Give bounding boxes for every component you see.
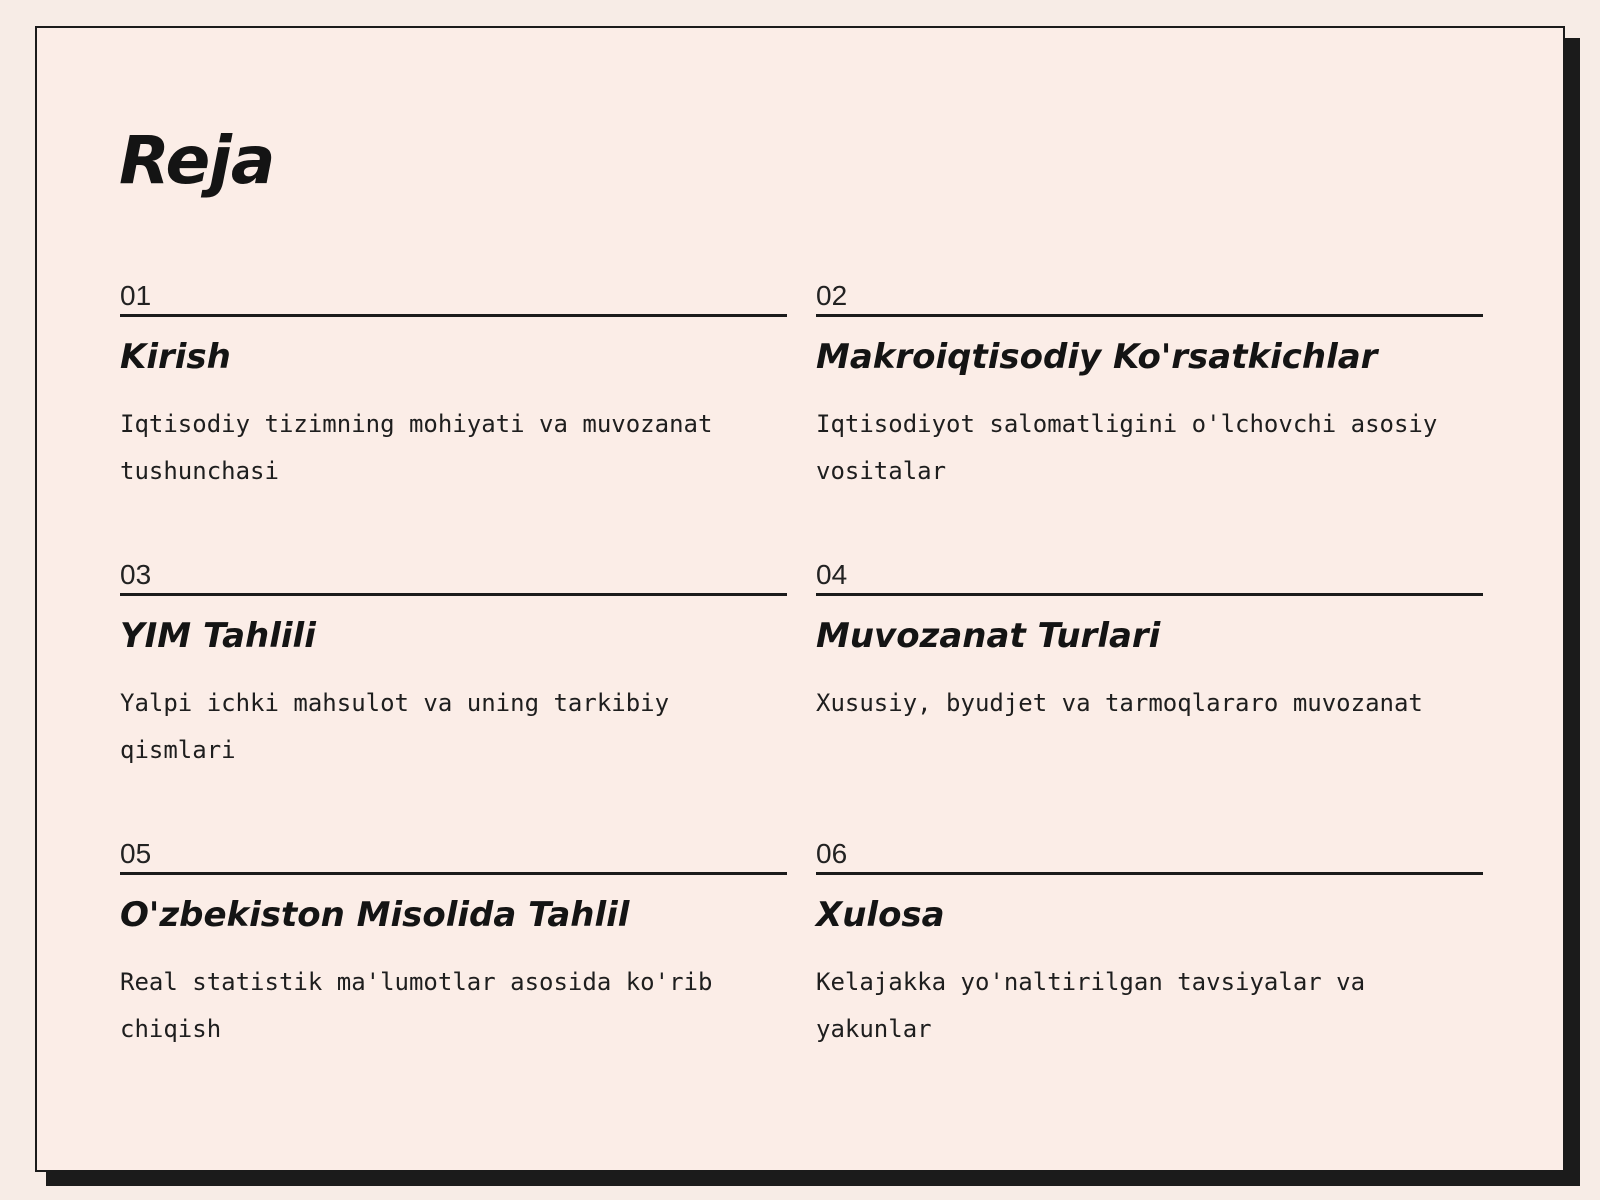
- item-description: Real statistik ma'lumotlar asosida ko'rib chiqish: [120, 968, 713, 1043]
- item-description: Kelajakka yo'naltirilgan tavsiyalar va yakunlar: [816, 968, 1366, 1043]
- agenda-item: [120, 838, 787, 1117]
- item-description: Iqtisodiy tizimning mohiyati va muvozanat tushunchasi: [120, 410, 713, 485]
- agenda-item: [816, 280, 1483, 559]
- agenda-item: [816, 838, 1483, 1117]
- item-number: 01: [120, 280, 787, 317]
- item-heading: YIM Tahlili: [120, 616, 316, 656]
- item-description: Yalpi ichki mahsulot va uning tarkibiy qismlari: [120, 689, 670, 764]
- agenda-item: [120, 559, 787, 838]
- item-number: 02: [816, 280, 1483, 317]
- item-heading: O'zbekiston Misolida Tahlil: [120, 895, 630, 935]
- item-heading: Kirish: [120, 337, 231, 377]
- item-number: 04: [816, 559, 1483, 596]
- agenda-item: [120, 280, 787, 559]
- item-heading: Xulosa: [816, 895, 945, 935]
- item-description: Xususiy, byudjet va tarmoqlararo muvozanat: [816, 689, 1423, 717]
- slide-card: [35, 26, 1565, 1172]
- agenda-item: [816, 559, 1483, 838]
- page-title: Reja: [119, 122, 275, 199]
- agenda-grid: [120, 280, 1486, 1117]
- item-number: 03: [120, 559, 787, 596]
- item-description: Iqtisodiyot salomatligini o'lchovchi asosiy vositalar: [816, 410, 1438, 485]
- item-number: 05: [120, 838, 787, 875]
- item-heading: Makroiqtisodiy Ko'rsatkichlar: [816, 337, 1378, 377]
- item-number: 06: [816, 838, 1483, 875]
- item-heading: Muvozanat Turlari: [816, 616, 1161, 656]
